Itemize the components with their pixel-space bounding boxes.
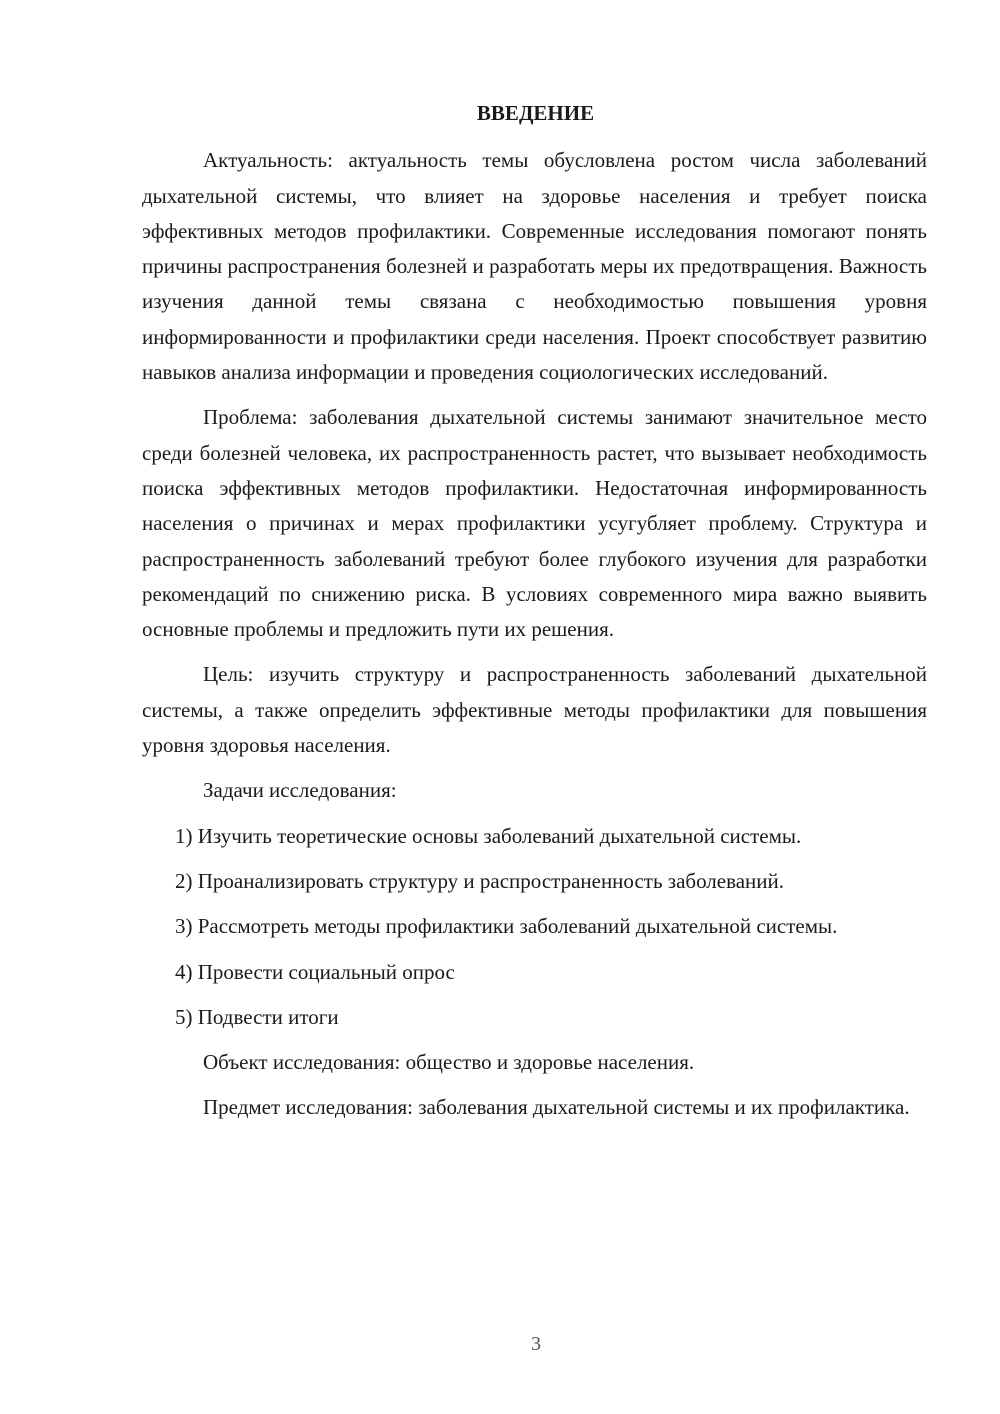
task-item-5: 5) Подвести итоги — [175, 1004, 339, 1029]
section-heading: ВВЕДЕНИЕ — [476, 101, 595, 125]
document-page — [142, 96, 927, 1136]
task-item-3: 3) Рассмотреть методы профилактики заболеваний дыхательной системы. — [175, 914, 838, 939]
task-item-2: 2) Проанализировать структуру и распространенность заболеваний. — [175, 868, 785, 893]
goal-paragraph: Цель: изучить структуру и распространенность заболеваний дыхательной системы, а также определить эффективные методы профилактики для повышения уровня здоровья населения. — [142, 662, 927, 758]
page-number: 3 — [531, 1333, 541, 1355]
problem-paragraph: Проблема: заболевания дыхательной системы занимают значительное место среди болезней человека, их распространенность растет, что вызывает необходимость поиска эффективных методов профилактики. Недостаточная информированность населения о причинах и мерах профилактики усугубляет проблему. Структура и распространенность заболеваний требуют более глубокого изучения для разработки рекомендаций по снижению риска. В условиях современного мира важно выявить основные проблемы и предложить пути их решения. — [142, 405, 927, 642]
subject-paragraph: Предмет исследования: заболевания дыхательной системы и их профилактика. — [203, 1095, 910, 1120]
tasks-heading: Задачи исследования: — [203, 778, 397, 803]
task-item-1: 1) Изучить теоретические основы заболеваний дыхательной системы. — [175, 823, 802, 848]
object-paragraph: Объект исследования: общество и здоровье населения. — [203, 1050, 695, 1075]
task-item-4: 4) Провести социальный опрос — [175, 959, 455, 984]
relevance-paragraph: Актуальность: актуальность темы обусловлена ростом числа заболеваний дыхательной системы, что влияет на здоровье населения и требует поиска эффективных методов профилактики. Современные исследования помогают понять причины распространения болезней и разработать меры их предотвращения. Важность изучения данной темы связана с необходимостью повышения уровня информированности и профилактики среди населения. Проект способствует развитию навыков анализа информации и проведения социологических исследований. — [142, 148, 927, 385]
